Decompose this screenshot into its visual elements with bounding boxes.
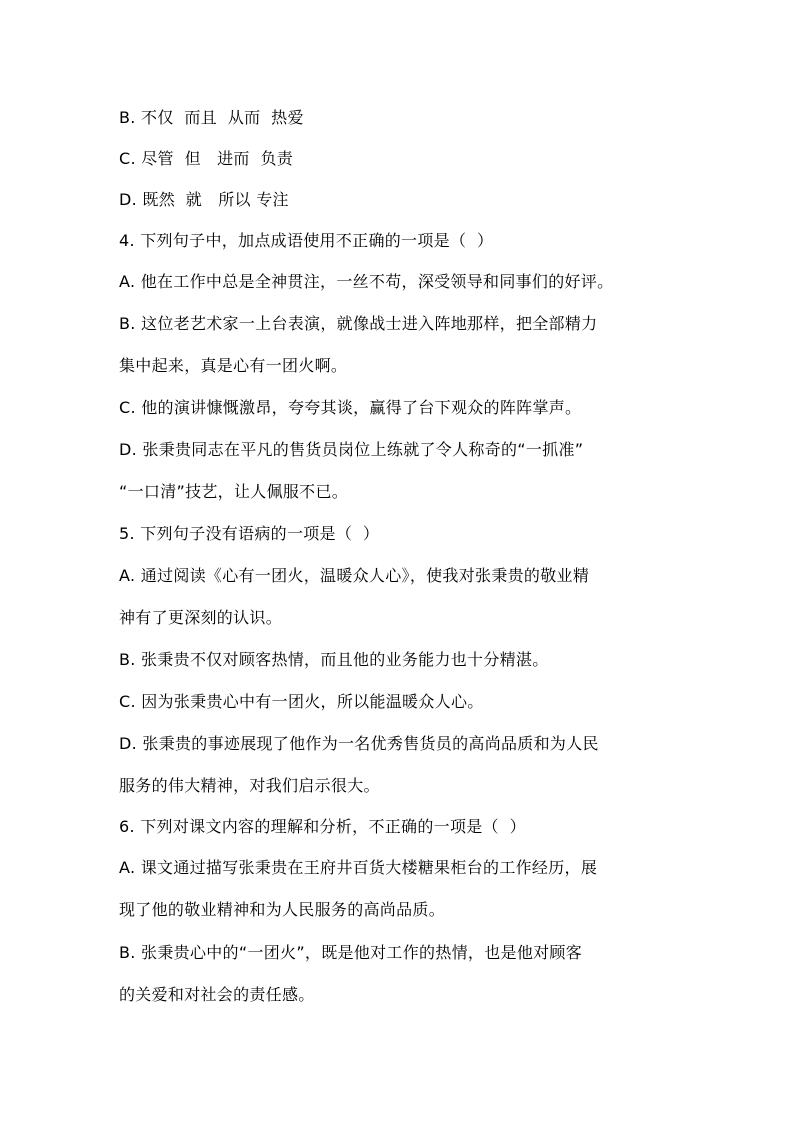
option-d-line: D. 既然 就 所以 专注 [119,190,289,209]
question-5-option-d-cont: 服务的伟大精神，对我们启示很大。 [119,776,380,795]
question-4-stem: 4. 下列句子中，加点成语使用不正确的一项是（ ） [119,231,494,250]
question-6-option-b: B. 张秉贵心中的“一团火”，既是他对工作的热情，也是他对顾客 [119,943,583,962]
question-4-option-d: D. 张秉贵同志在平凡的售货员岗位上练就了令人称奇的“一抓准” [119,440,584,459]
question-6-option-a: A. 课文通过描写张秉贵在王府井百货大楼糖果柜台的工作经历，展 [119,858,598,877]
question-6-stem: 6. 下列对课文内容的理解和分析，不正确的一项是（ ） [119,817,526,836]
question-4-option-b-cont: 集中起来，真是心有一团火啊。 [119,356,348,375]
question-4-option-b: B. 这位老艺术家一上台表演，就像战士进入阵地那样，把全部精力 [119,314,598,333]
option-b-line: B. 不仅 而且 从而 热爱 [119,108,304,127]
question-5-stem: 5. 下列句子没有语病的一项是（ ） [119,524,380,543]
question-5-option-a-cont: 神有了更深刻的认识。 [119,608,283,627]
question-5-option-c: C. 因为张秉贵心中有一团火，所以能温暖众人心。 [119,692,484,711]
question-5-option-a: A. 通过阅读《心有一团火，温暖众人心》，使我对张秉贵的敬业精 [119,566,590,585]
question-6-option-a-cont: 现了他的敬业精神和为人民服务的高尚品质。 [119,900,446,919]
question-5-option-d: D. 张秉贵的事迹展现了他作为一名优秀售货员的高尚品质和为人民 [119,734,599,753]
question-6-option-b-cont: 的关爱和对社会的责任感。 [119,985,315,1004]
question-4-option-a: A. 他在工作中总是全神贯注，一丝不苟，深受领导和同事们的好评。 [119,272,614,291]
question-4-option-c: C. 他的演讲慷慨激昂，夸夸其谈，赢得了台下观众的阵阵掌声。 [119,398,582,417]
question-5-option-b: B. 张秉贵不仅对顾客热情，而且他的业务能力也十分精湛。 [119,650,549,669]
question-4-option-d-cont: “一口清”技艺，让人佩服不已。 [119,482,349,501]
option-c-line: C. 尽管 但 进而 负责 [119,149,294,168]
